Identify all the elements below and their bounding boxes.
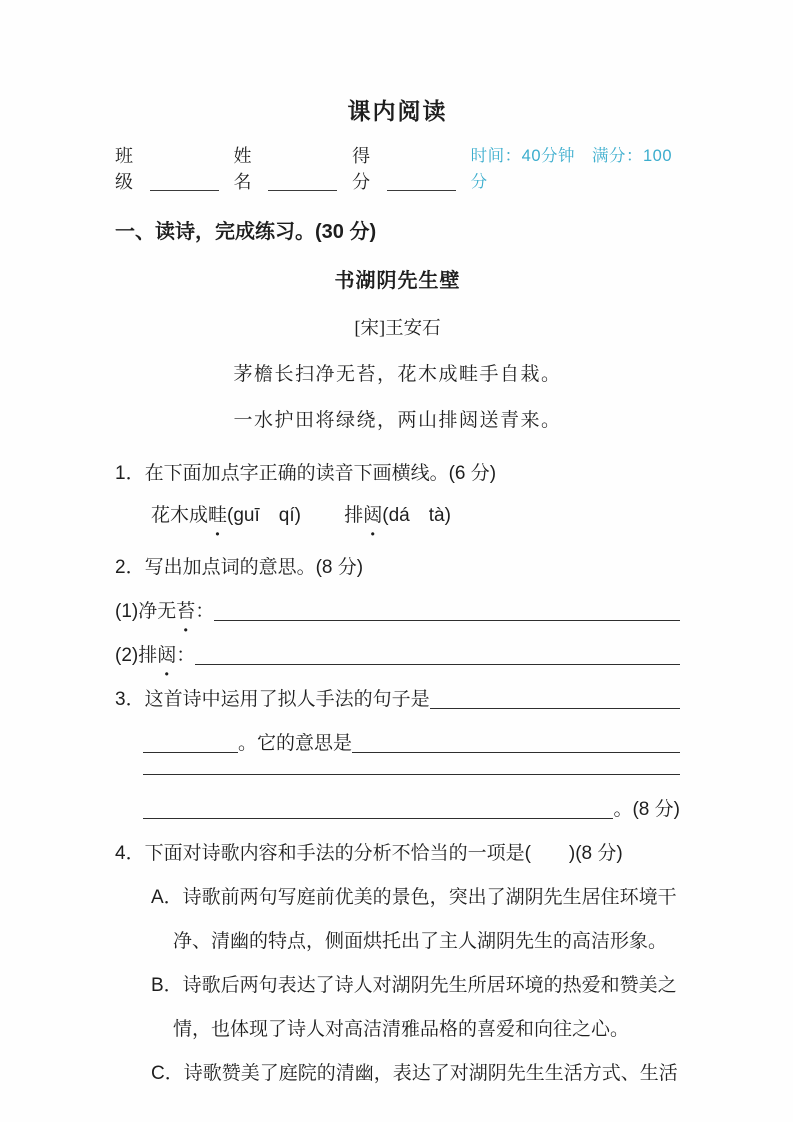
class-answer-blank [150,190,219,191]
q2-item2-colon: ： [176,645,196,666]
poem-line: 茅檐长扫净无苔，花木成畦手自栽。 [233,364,562,385]
name-answer-blank [268,190,337,191]
question-2-item-1 [115,598,680,626]
q2-item2-answer-blank [195,664,680,665]
score-field [352,143,456,195]
q2-item1-colon: ： [195,601,215,622]
question-3-line-2 [143,730,680,758]
poem-line: 一水护田将绿绕，两山排闼送青来。 [233,410,562,431]
q3-answer-blank [143,818,613,819]
page-title: 课内阅读 [347,98,448,124]
q1-word-group-2 [344,505,451,526]
score-answer-blank [387,190,456,191]
poem-title: 书湖阴先生壁 [334,270,461,292]
q1-word2-pinyin: (dá tà) [382,505,451,526]
q1-word2-dotted-char: 闼 [363,505,383,526]
q3-points-text: 。(8 分) [613,799,680,820]
section-one-heading: 一、读诗，完成练习。(30 分) [115,221,377,243]
q4-option-c [115,1060,680,1088]
q4-option-a [115,884,680,956]
question-3-line-1 [115,686,680,714]
q3-answer-blank [143,774,680,775]
q4-option-b-line: 情，也体现了诗人对高洁清雅品格的喜爱和向往之心。 [173,1019,630,1040]
question-1-words [151,502,680,530]
q2-item1-dotted-char: 苔 • [176,598,195,626]
score-label: 得分 [352,146,371,192]
q2-item1-answer-blank [214,620,680,621]
question-2-stem: 2．写出加点词的意思。(8 分) [115,557,364,578]
q3-answer-blank [430,708,680,709]
q3-answer-blank [143,752,238,753]
q1-word-group-1 [151,505,306,526]
question-1-stem: 1．在下面加点字正确的读音下画横线。(6 分) [115,463,497,484]
q2-item2-text: (2)排 [115,645,158,666]
q4-option-a-line: 净、清幽的特点，侧面烘托出了主人湖阴先生的高洁形象。 [173,931,668,952]
exam-time-score-info: 时间：40分钟 满分：100分 [470,147,673,191]
q4-option-b-line: B．诗歌后两句表达了诗人对湖阴先生所居环境的热爱和赞美之 [151,975,677,996]
name-label: 姓名 [233,146,252,192]
q4-option-b [115,972,680,1044]
q4-option-a-line: A．诗歌前两句写庭前优美的景色，突出了湖阴先生居住环境干 [151,887,677,908]
q1-word2-text: 排 [344,505,364,526]
questions-block [115,460,680,1088]
q2-item2-dotted-char: 闼 • [157,642,176,670]
class-label: 班级 [115,146,133,192]
name-field [234,143,338,195]
question-2-item-2 [115,642,680,670]
q4-option-c-line: C．诗歌赞美了庭院的清幽，表达了对湖阴先生生活方式、生活 [151,1063,678,1084]
class-field [115,143,219,195]
question-4-stem: 4．下面对诗歌内容和手法的分析不恰当的一项是( )(8 分) [115,843,623,864]
q1-word1-pinyin: (guī qí) [227,505,301,526]
q3-answer-blank [352,752,680,753]
q1-word1-dotted-char: 畦 [208,505,228,526]
question-3-line-4 [143,796,680,824]
q1-word1-text: 花木成 [151,505,209,526]
q2-item1-text: (1)净无 [115,601,177,622]
exam-header [115,143,680,195]
q3-stem: 3．这首诗中运用了拟人手法的句子是 [115,689,430,710]
question-3-line-3 [143,774,680,780]
poem-block [115,268,680,434]
q3-middle-text: 。它的意思是 [238,733,353,754]
poem-author: [宋]王安石 [354,319,441,339]
